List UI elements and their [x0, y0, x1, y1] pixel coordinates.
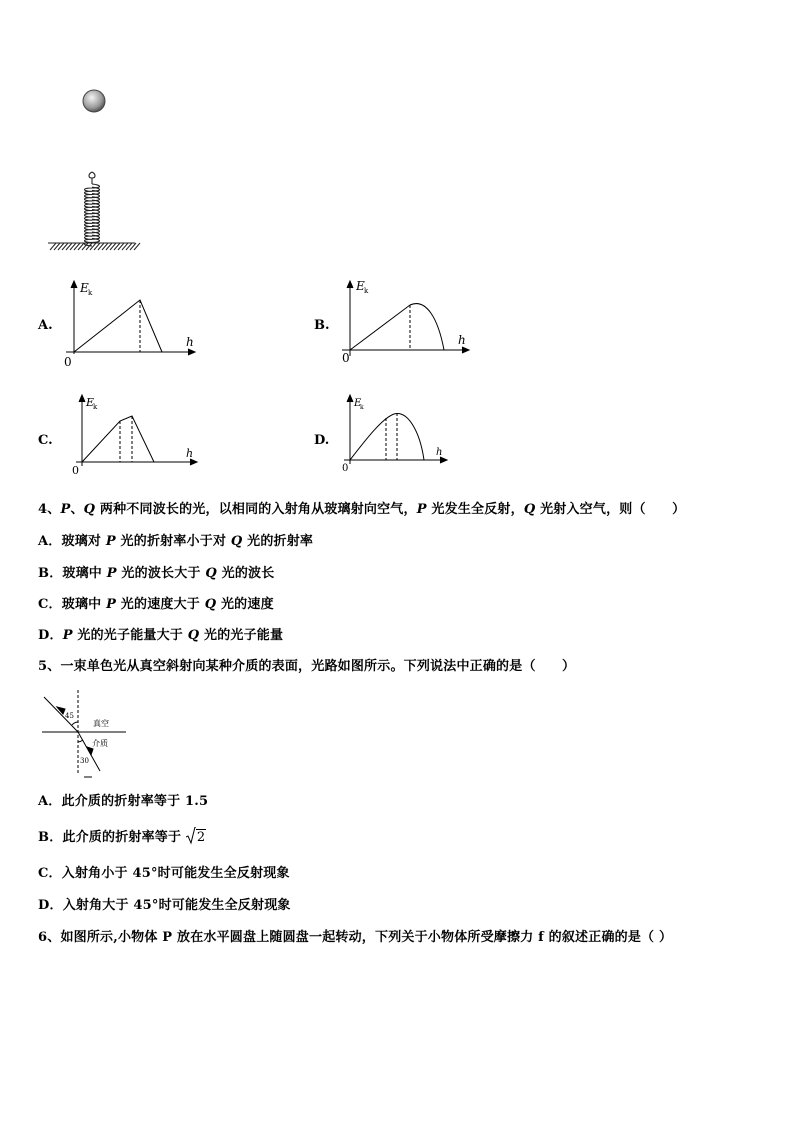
- q5-option-b-text: 此介质的折射率等于: [62, 830, 186, 845]
- q4-option-d-v1: P: [62, 628, 73, 643]
- q4-option-b: [38, 562, 274, 581]
- q5-option-d-text: 入射角大于 45°时可能发生全反射现象: [62, 898, 291, 913]
- q4-var-p2: P: [416, 502, 427, 517]
- q4-option-d-post: 光的光子能量: [199, 628, 284, 643]
- q4-text3: 光射入空气，则（ ）: [535, 502, 686, 517]
- graph-c-ylabel: E: [86, 396, 95, 409]
- graph-c-ysub: k: [93, 403, 98, 411]
- graph-a-ylabel: E: [80, 281, 89, 295]
- q5-option-b: [38, 826, 206, 845]
- q5-option-a-label: A．: [38, 794, 62, 809]
- graph-a-xlabel: h: [186, 335, 194, 349]
- graph-c: [66, 392, 206, 484]
- q4-option-c-post: 光的速度: [216, 597, 274, 612]
- medium-label: 介质: [92, 739, 108, 748]
- graph-b-curve: [350, 304, 444, 350]
- option-d-label: D.: [314, 433, 330, 448]
- q5-option-c: [38, 862, 290, 881]
- vacuum-label: 真空: [93, 719, 109, 728]
- graph-a-ysub: k: [88, 289, 93, 297]
- q4-option-c: [38, 593, 274, 612]
- q4-option-a-mid: 光的折射率小于对: [115, 534, 231, 549]
- q5-option-c-text: 入射角小于 45°时可能发生全反射现象: [61, 866, 290, 881]
- sqrt-radicand: 2: [196, 830, 206, 845]
- option-a-label: A.: [38, 318, 53, 333]
- q4-option-c-v1: P: [106, 597, 117, 612]
- graph-c-curve: [82, 416, 154, 462]
- q5-option-d-label: D．: [38, 898, 63, 913]
- graph-b-xlabel: h: [458, 333, 466, 347]
- graph-d-curve: [350, 414, 424, 460]
- q5-option-d: [38, 894, 291, 913]
- refraction-figure: [40, 688, 130, 780]
- q4-option-a-pre: 玻璃对: [61, 534, 106, 549]
- q5-option-b-label: B．: [38, 830, 63, 845]
- q4-option-a-v2: Q: [230, 534, 243, 549]
- option-b-label: B.: [314, 318, 330, 333]
- question-5: 5、一束单色光从真空斜射向某种介质的表面，光路如图所示。下列说法中正确的是（ ）: [38, 659, 576, 674]
- angle-30-label: 30: [80, 757, 89, 765]
- q4-option-b-v2: Q: [205, 566, 217, 581]
- q4-option-d-mid: 光的光子能量大于: [72, 628, 188, 643]
- q4-number: 4、: [38, 502, 61, 517]
- q4-option-b-v1: P: [106, 566, 117, 581]
- q5-option-a-text: 此介质的折射率等于 1.5: [61, 794, 209, 809]
- graph-b: [334, 278, 484, 378]
- graph-d-ysub: k: [360, 404, 364, 411]
- q4-option-d-label: D．: [38, 628, 63, 643]
- graph-d-origin: 0: [342, 463, 349, 474]
- q4-text2: 光发生全反射，: [426, 502, 524, 517]
- q4-option-a-post: 光的折射率: [242, 534, 314, 549]
- graph-d: [334, 392, 454, 482]
- graph-d-xlabel: h: [436, 447, 443, 458]
- q5-option-c-label: C．: [38, 866, 62, 881]
- graph-a-curve: [74, 300, 162, 352]
- q4-option-c-label: C．: [38, 597, 62, 612]
- q4-option-c-v2: Q: [204, 597, 217, 612]
- q4-option-b-pre: 玻璃中: [62, 566, 107, 581]
- ball: [83, 90, 105, 112]
- graph-b-ysub: k: [364, 287, 369, 295]
- q4-sep: 、: [70, 502, 84, 517]
- q4-option-b-label: B．: [38, 566, 63, 581]
- spring: [85, 172, 100, 246]
- ball-spring-figure: [40, 80, 150, 255]
- option-c-label: C.: [38, 433, 53, 448]
- q4-option-a: [38, 530, 313, 549]
- q4-text: 两种不同波长的光，以相同的入射角从玻璃射向空气，: [95, 502, 417, 517]
- question-6: 6、如图所示,小物体 P 放在水平圆盘上随圆盘一起转动，下列关于小物体所受摩擦力 f 的叙述正确的是（ ）: [38, 930, 673, 945]
- q4-option-b-post: 光的波长: [216, 566, 275, 581]
- sqrt-symbol: [186, 827, 206, 845]
- q4-option-b-mid: 光的波长大于: [116, 566, 206, 581]
- q4-option-a-label: A．: [38, 534, 62, 549]
- q4-option-c-pre: 玻璃中: [61, 597, 107, 612]
- graph-b-origin: 0: [342, 351, 350, 365]
- q4-option-d-v2: Q: [187, 628, 200, 643]
- q4-var-p: P: [60, 502, 71, 517]
- graph-c-origin: 0: [72, 464, 79, 477]
- angle-45-label: 45: [65, 712, 74, 720]
- q4-option-c-mid: 光的速度大于: [116, 597, 205, 612]
- ground: [48, 243, 140, 250]
- q4-option-a-v1: P: [105, 534, 116, 549]
- q4-var-q2: Q: [523, 502, 536, 517]
- graph-c-xlabel: h: [186, 447, 194, 460]
- q4-var-q: Q: [83, 502, 96, 517]
- graph-b-ylabel: E: [356, 279, 365, 293]
- graph-a-origin: 0: [64, 355, 72, 369]
- q5-option-a: [38, 790, 208, 809]
- graph-a: [58, 278, 208, 378]
- question-4: [38, 498, 685, 517]
- graph-d-ylabel: E: [354, 398, 362, 409]
- q4-option-d: [38, 624, 283, 643]
